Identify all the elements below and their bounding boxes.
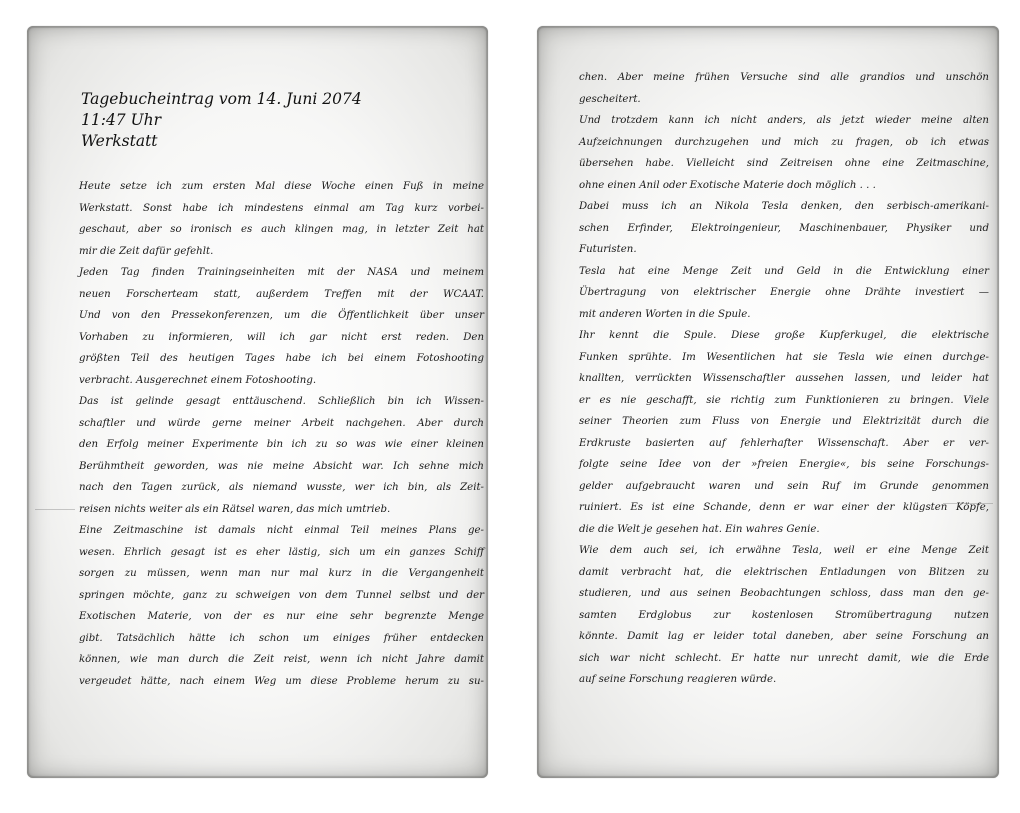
text-line: Dabei muss ich an Nikola Tesla denken, den serbisch-amerikani- xyxy=(579,201,989,212)
text-line: neuen Forscherteam statt, außerdem Treffen mit der WCAAT. xyxy=(79,288,484,300)
text-line: Übertragung von elektrischer Energie ohne Drähte investiert — xyxy=(579,287,989,298)
text-line: chen. Aber meine frühen Versuche sind alle grandios und unschön xyxy=(579,72,989,83)
text-line: mir die Zeit dafür gefehlt. xyxy=(79,245,214,257)
text-line: studieren, und aus seinen Beobachtungen schloss, dass man den ge- xyxy=(579,588,989,599)
text-line: Erdkruste basierten auf fehlerhafter Wissenschaft. Aber er ver- xyxy=(579,437,989,449)
text-line: knallten, verrückten Wissenschaftler aussehen lassen, und leider hat xyxy=(579,373,989,384)
text-line: sich war nicht schlecht. Er hatte nur unrecht damit, wie die Erde xyxy=(579,652,989,664)
text-line: Tesla hat eine Menge Zeit und Geld in die Entwicklung einer xyxy=(579,265,989,277)
text-line: gescheitert. xyxy=(579,93,641,105)
text-line: mit anderen Worten in die Spule. xyxy=(579,308,751,320)
text-line: Und trotzdem kann ich nicht anders, als jetzt wieder meine alten xyxy=(579,115,989,126)
text-line: nach den Tagen zurück, als niemand wusste, wer ich bin, als Zeit- xyxy=(79,482,484,493)
text-line: könnte. Damit lag er leider total daneben, aber seine Forschung an xyxy=(579,631,989,642)
diary-entry-header xyxy=(81,89,362,152)
paper-crease xyxy=(35,509,75,510)
text-line: gelder aufgebraucht waren und sein Ruf im Grunde genommen xyxy=(579,480,989,492)
text-line: Ihr kennt die Spule. Diese große Kupferkugel, die elektrische xyxy=(579,330,989,341)
text-line: folgte seine Idee von der »freien Energie«, bis seine Forschungs- xyxy=(579,459,989,470)
text-line: größten Teil des heutigen Tages habe ich bei einem Fotoshooting xyxy=(79,353,484,364)
text-line: reisen nichts weiter als ein Rätsel waren, das mich umtrieb. xyxy=(79,503,391,515)
text-line: ruiniert. Es ist eine Schande, denn er war einer der klügsten Köpfe, xyxy=(579,502,989,513)
left-page-body xyxy=(79,176,484,692)
text-line: geschaut, aber so ironisch es auch klingen mag, in letzter Zeit hat xyxy=(79,224,484,235)
text-line: gibt. Tatsächlich hätte ich schon um einiges früher entdecken xyxy=(79,632,484,644)
text-line: Eine Zeitmaschine ist damals nicht einmal Teil meines Plans ge- xyxy=(79,525,484,536)
text-line: Wie dem auch sei, ich erwähne Tesla, weil er eine Menge Zeit xyxy=(579,545,989,556)
text-line: auf seine Forschung reagieren würde. xyxy=(579,674,777,685)
right-page-body xyxy=(579,67,989,691)
text-line: Jeden Tag finden Trainingseinheiten mit der NASA und meinem xyxy=(79,267,484,278)
text-line: samten Erdglobus zur kostenlosen Stromübertragung nutzen xyxy=(579,609,989,621)
text-line: damit verbracht hat, die elektrischen Entladungen von Blitzen zu xyxy=(579,566,989,578)
entry-place: Werkstatt xyxy=(81,132,158,150)
text-line: Das ist gelinde gesagt enttäuschend. Schließlich bin ich Wissen- xyxy=(79,396,484,407)
text-line: Werkstatt. Sonst habe ich mindestens einmal am Tag kurz vorbei- xyxy=(79,202,484,214)
text-line: die die Welt je gesehen hat. Ein wahres Genie. xyxy=(579,523,820,535)
text-line: ohne einen Anil oder Exotische Materie doch möglich . . . xyxy=(579,179,876,191)
text-line: Aufzeichnungen durchzugehen und mich zu fragen, ob ich etwas xyxy=(579,136,989,148)
diary-page-left xyxy=(27,26,488,778)
text-line: sorgen zu müssen, wenn man nur mal kurz in die Vergangenheit xyxy=(79,568,484,579)
text-line: seiner Theorien zum Fluss von Energie und Elektrizität durch die xyxy=(579,416,989,427)
diary-page-right xyxy=(537,26,999,778)
text-line: wesen. Ehrlich gesagt ist es eher lästig, sich um ein ganzes Schiff xyxy=(79,546,484,558)
text-line: den Erfolg meiner Experimente bin ich zu so was wie einer kleinen xyxy=(79,439,484,450)
text-line: er es nie geschafft, sie richtig zum Funktionieren zu bringen. Viele xyxy=(579,394,989,406)
text-line: Vorhaben zu informieren, will ich gar nicht erst reden. Den xyxy=(79,331,484,343)
text-line: schen Erfinder, Elektroingenieur, Maschinenbauer, Physiker und xyxy=(579,222,989,234)
text-line: vergeudet hätte, nach einem Weg um diese Probleme herum zu su- xyxy=(79,675,484,687)
text-line: Und von den Pressekonferenzen, um die Öffentlichkeit über unser xyxy=(79,310,484,321)
text-line: Berühmtheit geworden, was nie meine Absicht war. Ich sehne mich xyxy=(79,460,484,472)
entry-date: Tagebucheintrag vom 14. Juni 2074 xyxy=(81,90,362,108)
text-line: schaftler und würde gerne meiner Arbeit nachgehen. Aber durch xyxy=(79,417,484,429)
text-line: übersehen habe. Vielleicht sind Zeitreisen ohne eine Zeitmaschine, xyxy=(579,158,989,169)
text-line: können, wie man durch die Zeit reist, wenn ich nicht Jahre damit xyxy=(79,654,484,665)
text-line: springen möchte, ganz zu schweigen von dem Tunnel selbst und der xyxy=(79,589,484,601)
text-line: Heute setze ich zum ersten Mal diese Woche einen Fuß in meine xyxy=(79,181,484,192)
text-line: Funken sprühte. Im Wesentlichen hat sie Tesla wie einen durchge- xyxy=(579,351,989,363)
text-line: Exotischen Materie, von der es nur eine sehr begrenzte Menge xyxy=(79,611,484,622)
text-line: verbracht. Ausgerechnet einem Fotoshooting. xyxy=(79,374,317,386)
text-line: Futuristen. xyxy=(579,244,637,255)
entry-time: 11:47 Uhr xyxy=(81,111,162,129)
